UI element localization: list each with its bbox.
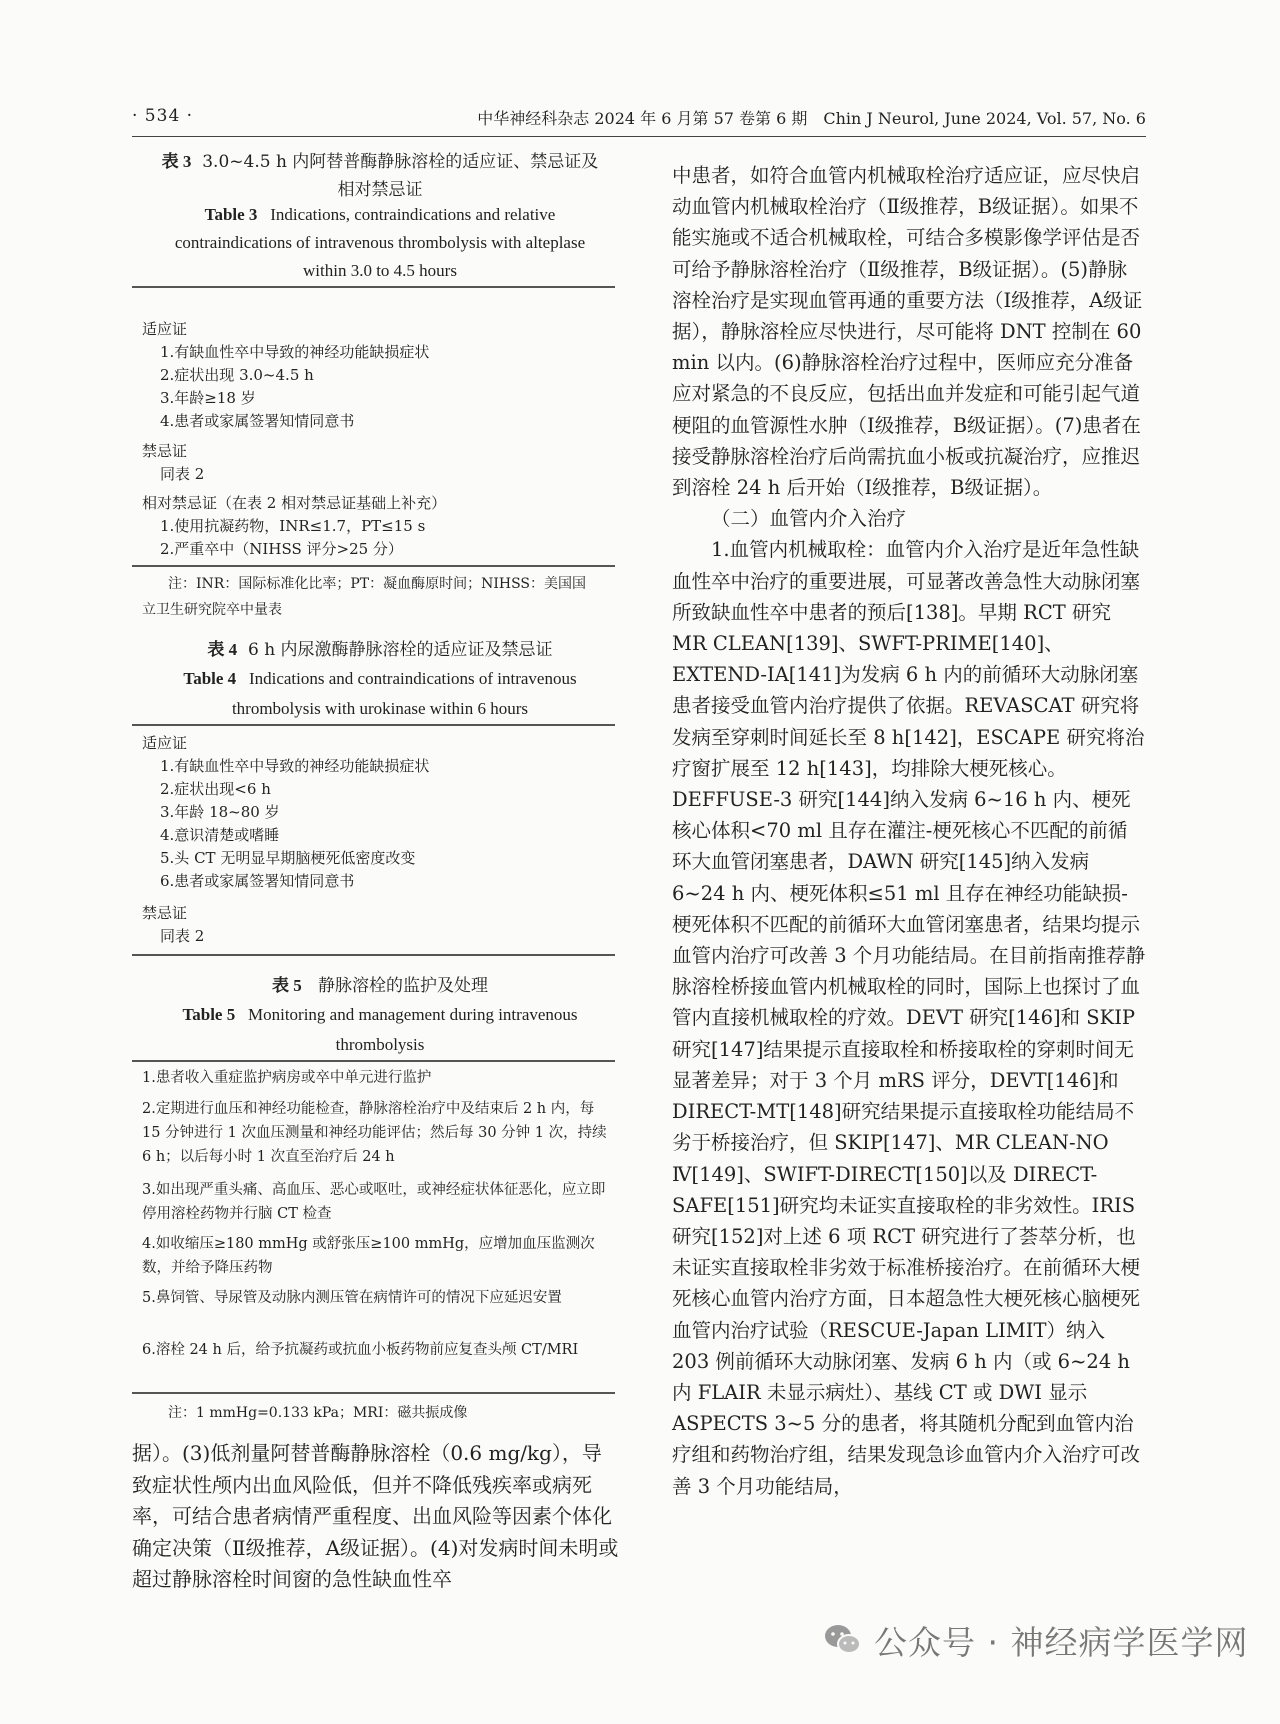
table4-title-en-2: thrombolysis with urokinase within 6 hours <box>231 699 529 718</box>
table4-row: 3.年龄 18~80 岁 <box>160 803 280 821</box>
table5-title-cn: 静脉溶栓的监护及处理 <box>317 976 488 996</box>
table3-bottom-rule <box>132 565 615 567</box>
table3-row: 同表 2 <box>160 465 205 483</box>
right-paragraph-1: 中患者，如符合血管内机械取栓治疗适应证，应尽快启动血管内机械取栓治疗（Ⅱ级推荐，B级证据）。如果不能实施或不适合机械取栓，可结合多模影像学评估是否可给予静脉溶栓治疗（Ⅱ级推荐，B级证据）。(5)静脉溶栓治疗是实现血管再通的重要方法（Ⅰ级推荐，A级证据），静脉溶栓应尽快进行，尽可能将 DNT 控制在 60 min 以内。(6)静脉溶栓治疗过程中，医师应充分准备应对紧急的不良反应，包括出血并发症和可能引起气道梗阻的血管源性水肿（Ⅰ级推荐，B级证据）。(7)患者在接受静脉溶栓治疗后尚需抗血小板或抗凝治疗，应推迟到溶栓 24 h 后开始（Ⅰ级推荐，B级证据）。 <box>672 164 1143 500</box>
table5-note: 注：1 mmHg=0.133 kPa；MRI：磁共振成像 <box>168 1405 468 1421</box>
right-paragraph-2: 1.血管内机械取栓：血管内介入治疗是近年急性缺血性卒中治疗的重要进展，可显著改善急性大动脉闭塞所致缺血性卒中患者的预后[138]。早期 RCT 研究 MR CLEAN[139]、SWFT-PRIME[140]、EXTEND-IA[141]为发病 6 h 内的前循环大动脉闭塞患者接受血管内治疗提供了依据。REVASCAT 研究将发病至穿刺时间延长至 8 h[142]，ESCAPE 研究将治疗窗扩展至 12 h[143]，均排除大梗死核心。DEFFUSE-3 研究[144]纳入发病 6~16 h 内、梗死核心体积<70 ml 且存在灌注-梗死核心不匹配的前循环大血管闭塞患者，DAWN 研究[145]纳入发病 6~24 h 内、梗死体积≤51 ml 且存在神经功能缺损-梗死体积不匹配的前循环大血管闭塞患者，结果均提示血管内治疗可改善 3 个月功能结局。在目前指南推荐静脉溶栓桥接血管内机械取栓的同时，国际上也探讨了血管内直接机械取栓的疗效。DEVT 研究[146]和 SKIP 研究[147]结果提示直接取栓和桥接取栓的穿刺时间无显著差异；对于 3 个月 mRS 评分，DEVT[146]和 DIRECT-MT[148]研究结果提示直接取栓功能结局不劣于桥接治疗，但 SKIP[147]、MR CLEAN-NO Ⅳ[149]、SWIFT-DIRECT[150]以及 DIRECT-SAFE[151]研究均未证实直接取栓的非劣效性。IRIS 研究[152]对上述 6 项 RCT 研究进行了荟萃分析，也未证实直接取栓非劣效于标准桥接治疗。在前循环大梗死核心血管内治疗方面，日本超急性大梗死核心脑梗死血管内治疗试验（RESCUE-Japan LIMIT）纳入 203 例前循环大动脉闭塞、发病 6 h 内（或 6~24 h 内 FLAIR 未显示病灶）、基线 CT 或 DWI 显示 ASPECTS 3~5 分的患者，将其随机分配到血管内治疗组和药物治疗组，结果发现急诊血管内介入治疗可改善 3 个月功能结局， <box>672 538 1146 1498</box>
table3-row: 相对禁忌证（在表 2 相对禁忌证基础上补充） <box>142 494 447 512</box>
table4-row: 2.症状出现<6 h <box>160 780 271 798</box>
table4-top-rule <box>132 724 615 726</box>
table4-row: 4.意识清楚或嗜睡 <box>160 826 280 844</box>
table3-row: 1.有缺血性卒中导致的神经功能缺损症状 <box>160 343 430 361</box>
table5-row: 5.鼻饲管、导尿管及动脉内测压管在病情许可的情况下应延迟安置 <box>142 1290 562 1306</box>
table5-top-rule <box>132 1060 615 1062</box>
running-header <box>132 106 1146 137</box>
table3-caption-en <box>140 200 620 230</box>
table5-caption-en <box>140 1000 620 1030</box>
table5-label-cn: 表 5 <box>272 976 302 995</box>
table3-note-2: 立卫生研究院卒中量表 <box>142 602 282 618</box>
table4-label-cn: 表 4 <box>207 640 238 659</box>
table3-top-rule <box>132 286 615 288</box>
table4-caption-cn <box>140 636 620 664</box>
table4-row: 适应证 <box>142 734 188 752</box>
table5-row: 3.如出现严重头痛、高血压、恶心或呕吐，或神经症状体征恶化，应立即停用溶栓药物并行脑 CT 检查 <box>142 1182 606 1222</box>
table3-row: 4.患者或家属签署知情同意书 <box>160 412 355 430</box>
watermark-text: 公众号 · 神经病学医学网 <box>874 1622 1249 1662</box>
table3-note-1: 注：INR：国际标准化比率；PT：凝血酶原时间；NIHSS：美国国 <box>168 576 587 592</box>
page-number: · 534 · <box>132 106 194 126</box>
table3-label-cn: 表 3 <box>161 152 192 171</box>
table4-caption-en <box>140 664 620 694</box>
table5-title-en-1: Monitoring and management during intravenous <box>247 1005 578 1024</box>
table5-title-en-2: thrombolysis <box>335 1035 425 1054</box>
section-heading: （二）血管内介入治疗 <box>711 507 907 531</box>
table3-row: 3.年龄≥18 岁 <box>160 389 256 407</box>
right-column <box>672 160 1146 1502</box>
table5-bottom-rule <box>132 1392 615 1394</box>
table4-label-en: Table 4 <box>183 669 237 688</box>
table5-row: 6.溶栓 24 h 后，给予抗凝药或抗血小板药物前应复查头颅 CT/MRI <box>142 1342 579 1358</box>
table4-row: 同表 2 <box>160 927 205 945</box>
wechat-icon <box>822 1619 864 1661</box>
left-body-text: 据）。(3)低剂量阿替普酶静脉溶栓（0.6 mg/kg），导致症状性颅内出血风险低，但并不降低残疾率或病死率，可结合患者病情严重程度、出血风险等因素个体化确定决策（Ⅱ级推荐，A级证据）。(4)对发病时间未明或超过静脉溶栓时间窗的急性缺血性卒 <box>132 1441 619 1591</box>
table4-bottom-rule <box>132 954 615 956</box>
table3-row: 禁忌证 <box>142 442 188 460</box>
table3-title-en-1: Indications, contraindications and relative <box>270 205 556 224</box>
table4-row: 禁忌证 <box>142 904 188 922</box>
table3-label-en: Table 3 <box>204 205 258 224</box>
table3-title-en-2: contraindications of intravenous thrombolysis with alteplase <box>174 233 586 252</box>
table4-title-en-1: Indications and contraindications of intravenous <box>248 669 577 688</box>
table5-row: 1.患者收入重症监护病房或卒中单元进行监护 <box>142 1070 432 1086</box>
watermark <box>822 1618 1248 1662</box>
table3-row: 1.使用抗凝药物，INR≤1.7，PT≤15 s <box>160 517 426 535</box>
table3-row: 2.严重卒中（NIHSS 评分>25 分） <box>160 540 403 558</box>
table4-row: 5.头 CT 无明显早期脑梗死低密度改变 <box>160 849 416 867</box>
table4-row: 6.患者或家属签署知情同意书 <box>160 872 355 890</box>
table3-title-cn-1: 3.0~4.5 h 内阿替普酶静脉溶栓的适应证、禁忌证及 <box>202 152 599 172</box>
table3-row: 2.症状出现 3.0~4.5 h <box>160 366 314 384</box>
table3-title-en-3: within 3.0 to 4.5 hours <box>303 261 457 280</box>
table3-title-cn-2: 相对禁忌证 <box>337 180 423 200</box>
table4-row: 1.有缺血性卒中导致的神经功能缺损症状 <box>160 757 430 775</box>
table5-label-en: Table 5 <box>182 1005 236 1024</box>
table3-row: 适应证 <box>142 320 188 338</box>
table3-caption-cn <box>140 148 620 176</box>
table4-title-cn: 6 h 内尿激酶静脉溶栓的适应证及禁忌证 <box>247 640 553 660</box>
table5-row: 2.定期进行血压和神经功能检查，静脉溶栓治疗中及结束后 2 h 内，每 15 分钟进行 1 次血压测量和神经功能评估；然后每 30 分钟 1 次，持续 6 h；以后每小时 1 次直至治疗后 24 h <box>142 1101 607 1165</box>
journal-citation: 中华神经科杂志 2024 年 6 月第 57 卷第 6 期 Chin J Neurol, June 2024, Vol. 57, No. 6 <box>477 109 1146 128</box>
table5-row: 4.如收缩压≥180 mmHg 或舒张压≥100 mmHg，应增加血压监测次数，并给予降压药物 <box>142 1236 595 1276</box>
table5-caption-cn <box>140 972 620 1000</box>
